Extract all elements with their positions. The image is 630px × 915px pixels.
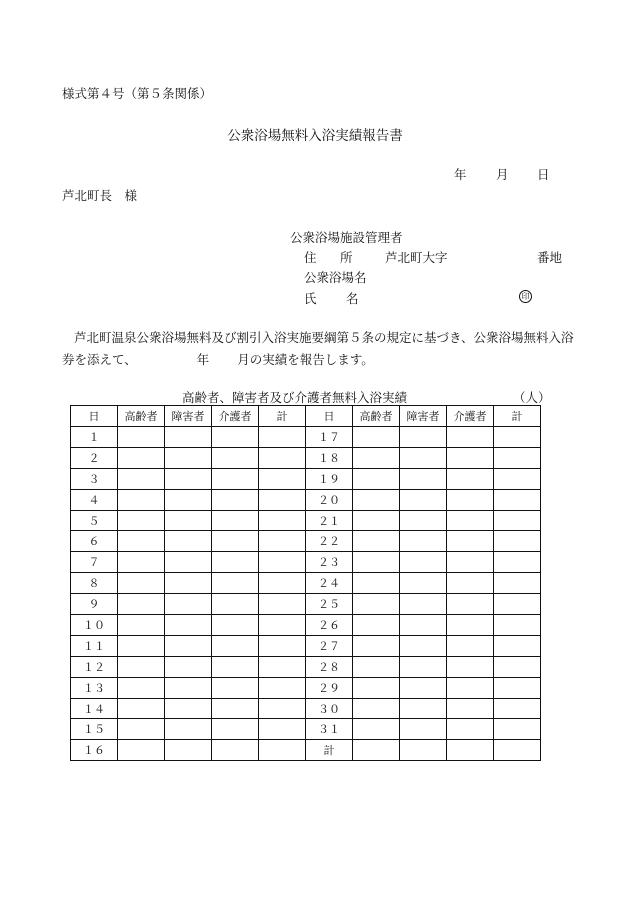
- statement-line-2: 月の実績を報告します。: [237, 352, 374, 367]
- total-count-cell[interactable]: [494, 656, 541, 677]
- total-count-cell[interactable]: [259, 489, 306, 510]
- total-count-cell[interactable]: [259, 552, 306, 573]
- caregiver-count-cell[interactable]: [212, 573, 259, 594]
- disabled-count-cell[interactable]: [400, 656, 447, 677]
- day-cell: １７: [306, 427, 353, 448]
- table-row: [71, 615, 541, 636]
- table-row: [71, 698, 541, 719]
- caregiver-count-cell[interactable]: [212, 510, 259, 531]
- caregiver-count-cell[interactable]: [447, 552, 494, 573]
- day-cell: １: [71, 427, 118, 448]
- elderly-count-cell[interactable]: [353, 573, 400, 594]
- total-count-cell[interactable]: [494, 677, 541, 698]
- caregiver-count-cell[interactable]: [212, 594, 259, 615]
- elderly-count-cell[interactable]: [353, 740, 400, 761]
- addressee: 芦北町長 様: [62, 188, 138, 203]
- caregiver-count-cell[interactable]: [447, 615, 494, 636]
- date-day-label: 日: [537, 167, 550, 182]
- day-cell: ８: [71, 573, 118, 594]
- header-caregiver: 介護者: [212, 406, 259, 427]
- seal-mark: 印: [519, 290, 532, 303]
- name-label-1: 氏: [304, 291, 317, 306]
- elderly-count-cell[interactable]: [353, 656, 400, 677]
- disabled-count-cell[interactable]: [165, 656, 212, 677]
- header-total-2: 計: [494, 406, 541, 427]
- header-elderly: 高齢者: [118, 406, 165, 427]
- disabled-count-cell[interactable]: [400, 510, 447, 531]
- disabled-count-cell[interactable]: [400, 677, 447, 698]
- statement-line-1: 芦北町温泉公衆浴場無料及び割引入浴実施要綱第５条の規定に基づき、公衆浴場無料入浴券を添えて、: [62, 330, 574, 367]
- disabled-count-cell[interactable]: [400, 594, 447, 615]
- total-count-cell[interactable]: [494, 510, 541, 531]
- address-label-1: 住: [304, 250, 317, 265]
- elderly-count-cell[interactable]: [118, 531, 165, 552]
- day-cell: ２３: [306, 552, 353, 573]
- disabled-count-cell[interactable]: [400, 573, 447, 594]
- disabled-count-cell[interactable]: [400, 615, 447, 636]
- day-cell: ２６: [306, 615, 353, 636]
- disabled-count-cell[interactable]: [165, 552, 212, 573]
- table-row: [71, 594, 541, 615]
- elderly-count-cell[interactable]: [353, 531, 400, 552]
- caregiver-count-cell[interactable]: [447, 468, 494, 489]
- table-row: [71, 740, 541, 761]
- table-title: 高齢者、障害者及び介護者無料入浴実績: [182, 390, 408, 405]
- header-caregiver-2: 介護者: [447, 406, 494, 427]
- elderly-count-cell[interactable]: [118, 447, 165, 468]
- caregiver-count-cell[interactable]: [212, 489, 259, 510]
- address-label-2: 所: [340, 250, 353, 265]
- address-prefix: 芦北町大字: [385, 250, 448, 265]
- total-count-cell[interactable]: [259, 740, 306, 761]
- table-row: [71, 427, 541, 448]
- table-row: [71, 489, 541, 510]
- name-label-2: 名: [346, 291, 359, 306]
- total-count-cell[interactable]: [494, 719, 541, 740]
- total-count-cell[interactable]: [259, 698, 306, 719]
- disabled-count-cell[interactable]: [400, 740, 447, 761]
- elderly-count-cell[interactable]: [353, 468, 400, 489]
- day-cell: ２４: [306, 573, 353, 594]
- table-row: [71, 635, 541, 656]
- caregiver-count-cell[interactable]: [212, 615, 259, 636]
- total-count-cell[interactable]: [494, 594, 541, 615]
- caregiver-count-cell[interactable]: [212, 468, 259, 489]
- total-count-cell[interactable]: [259, 531, 306, 552]
- table-row: [71, 510, 541, 531]
- disabled-count-cell[interactable]: [165, 594, 212, 615]
- elderly-count-cell[interactable]: [353, 489, 400, 510]
- disabled-count-cell[interactable]: [165, 677, 212, 698]
- table-row: [71, 531, 541, 552]
- facility-name-label: 公衆浴場名: [304, 270, 367, 285]
- day-cell: ５: [71, 510, 118, 531]
- elderly-count-cell[interactable]: [353, 719, 400, 740]
- disabled-count-cell[interactable]: [400, 552, 447, 573]
- date-year-label: 年: [454, 167, 467, 182]
- caregiver-count-cell[interactable]: [447, 698, 494, 719]
- day-cell: １５: [71, 719, 118, 740]
- day-cell: １０: [71, 615, 118, 636]
- total-count-cell[interactable]: [259, 510, 306, 531]
- caregiver-count-cell[interactable]: [447, 489, 494, 510]
- caregiver-count-cell[interactable]: [447, 531, 494, 552]
- form-number: 様式第４号（第５条関係）: [62, 86, 213, 101]
- header-day-2: 日: [306, 406, 353, 427]
- elderly-count-cell[interactable]: [118, 635, 165, 656]
- elderly-count-cell[interactable]: [118, 594, 165, 615]
- total-count-cell[interactable]: [259, 468, 306, 489]
- total-count-cell[interactable]: [259, 719, 306, 740]
- total-count-cell[interactable]: [494, 740, 541, 761]
- elderly-count-cell[interactable]: [353, 447, 400, 468]
- address-suffix: 番地: [537, 250, 563, 265]
- day-cell: ２１: [306, 510, 353, 531]
- document-title: 公衆浴場無料入浴実績報告書: [227, 128, 403, 144]
- caregiver-count-cell[interactable]: [212, 552, 259, 573]
- day-cell: １６: [71, 740, 118, 761]
- caregiver-count-cell[interactable]: [447, 635, 494, 656]
- table-header-row: [71, 406, 541, 427]
- disabled-count-cell[interactable]: [400, 427, 447, 448]
- total-count-cell[interactable]: [494, 489, 541, 510]
- elderly-count-cell[interactable]: [353, 594, 400, 615]
- header-elderly-2: 高齢者: [353, 406, 400, 427]
- header-day: 日: [71, 406, 118, 427]
- disabled-count-cell[interactable]: [165, 719, 212, 740]
- elderly-count-cell[interactable]: [118, 698, 165, 719]
- caregiver-count-cell[interactable]: [212, 656, 259, 677]
- total-count-cell[interactable]: [494, 573, 541, 594]
- disabled-count-cell[interactable]: [165, 615, 212, 636]
- table-row: [71, 573, 541, 594]
- total-count-cell[interactable]: [494, 447, 541, 468]
- day-cell: １８: [306, 447, 353, 468]
- elderly-count-cell[interactable]: [118, 510, 165, 531]
- day-cell: ２８: [306, 656, 353, 677]
- disabled-count-cell[interactable]: [400, 635, 447, 656]
- caregiver-count-cell[interactable]: [212, 677, 259, 698]
- elderly-count-cell[interactable]: [353, 635, 400, 656]
- disabled-count-cell[interactable]: [400, 719, 447, 740]
- total-count-cell[interactable]: [494, 531, 541, 552]
- total-count-cell[interactable]: [494, 635, 541, 656]
- total-count-cell[interactable]: [494, 615, 541, 636]
- caregiver-count-cell[interactable]: [212, 635, 259, 656]
- table-row: [71, 468, 541, 489]
- day-cell: ９: [71, 594, 118, 615]
- disabled-count-cell[interactable]: [165, 698, 212, 719]
- day-cell: ７: [71, 552, 118, 573]
- manager-title: 公衆浴場施設管理者: [290, 230, 403, 245]
- table-row: [71, 447, 541, 468]
- caregiver-count-cell[interactable]: [447, 594, 494, 615]
- disabled-count-cell[interactable]: [165, 740, 212, 761]
- header-disabled-2: 障害者: [400, 406, 447, 427]
- day-cell: １１: [71, 635, 118, 656]
- total-count-cell[interactable]: [259, 677, 306, 698]
- caregiver-count-cell[interactable]: [212, 719, 259, 740]
- disabled-count-cell[interactable]: [165, 468, 212, 489]
- day-cell: 計: [306, 740, 353, 761]
- table-row: [71, 719, 541, 740]
- total-count-cell[interactable]: [494, 698, 541, 719]
- table-unit: （人）: [513, 390, 551, 405]
- total-count-cell[interactable]: [259, 656, 306, 677]
- elderly-count-cell[interactable]: [353, 552, 400, 573]
- caregiver-count-cell[interactable]: [447, 573, 494, 594]
- total-count-cell[interactable]: [259, 427, 306, 448]
- total-count-cell[interactable]: [494, 552, 541, 573]
- elderly-count-cell[interactable]: [118, 573, 165, 594]
- report-statement: [62, 327, 580, 371]
- date-month-label: 月: [496, 167, 509, 182]
- elderly-count-cell[interactable]: [118, 740, 165, 761]
- caregiver-count-cell[interactable]: [212, 427, 259, 448]
- caregiver-count-cell[interactable]: [212, 698, 259, 719]
- day-cell: １４: [71, 698, 118, 719]
- day-cell: ２０: [306, 489, 353, 510]
- header-disabled: 障害者: [165, 406, 212, 427]
- disabled-count-cell[interactable]: [400, 531, 447, 552]
- day-cell: ３: [71, 468, 118, 489]
- disabled-count-cell[interactable]: [165, 447, 212, 468]
- header-total: 計: [259, 406, 306, 427]
- caregiver-count-cell[interactable]: [447, 427, 494, 448]
- day-cell: ２: [71, 447, 118, 468]
- day-cell: ４: [71, 489, 118, 510]
- elderly-count-cell[interactable]: [118, 427, 165, 448]
- day-cell: ２７: [306, 635, 353, 656]
- elderly-count-cell[interactable]: [353, 698, 400, 719]
- disabled-count-cell[interactable]: [400, 698, 447, 719]
- statement-year-label: 年: [196, 352, 210, 367]
- total-count-cell[interactable]: [259, 635, 306, 656]
- records-table: [70, 405, 541, 761]
- table-row: [71, 552, 541, 573]
- day-cell: １３: [71, 677, 118, 698]
- caregiver-count-cell[interactable]: [447, 656, 494, 677]
- total-count-cell[interactable]: [259, 573, 306, 594]
- elderly-count-cell[interactable]: [118, 468, 165, 489]
- table-row: [71, 677, 541, 698]
- elderly-count-cell[interactable]: [118, 719, 165, 740]
- caregiver-count-cell[interactable]: [212, 447, 259, 468]
- day-cell: ２９: [306, 677, 353, 698]
- elderly-count-cell[interactable]: [118, 552, 165, 573]
- total-count-cell[interactable]: [259, 447, 306, 468]
- caregiver-count-cell[interactable]: [212, 740, 259, 761]
- day-cell: ６: [71, 531, 118, 552]
- caregiver-count-cell[interactable]: [447, 740, 494, 761]
- total-count-cell[interactable]: [259, 594, 306, 615]
- elderly-count-cell[interactable]: [118, 656, 165, 677]
- elderly-count-cell[interactable]: [118, 677, 165, 698]
- table-row: [71, 656, 541, 677]
- day-cell: ２２: [306, 531, 353, 552]
- elderly-count-cell[interactable]: [353, 677, 400, 698]
- disabled-count-cell[interactable]: [165, 635, 212, 656]
- caregiver-count-cell[interactable]: [447, 677, 494, 698]
- elderly-count-cell[interactable]: [118, 615, 165, 636]
- day-cell: ３１: [306, 719, 353, 740]
- day-cell: １９: [306, 468, 353, 489]
- caregiver-count-cell[interactable]: [447, 719, 494, 740]
- disabled-count-cell[interactable]: [165, 489, 212, 510]
- caregiver-count-cell[interactable]: [447, 447, 494, 468]
- disabled-count-cell[interactable]: [165, 573, 212, 594]
- day-cell: １２: [71, 656, 118, 677]
- total-count-cell[interactable]: [494, 427, 541, 448]
- total-count-cell[interactable]: [494, 468, 541, 489]
- elderly-count-cell[interactable]: [353, 427, 400, 448]
- day-cell: ３０: [306, 698, 353, 719]
- elderly-count-cell[interactable]: [353, 510, 400, 531]
- disabled-count-cell[interactable]: [400, 489, 447, 510]
- disabled-count-cell[interactable]: [400, 468, 447, 489]
- disabled-count-cell[interactable]: [165, 427, 212, 448]
- total-count-cell[interactable]: [259, 615, 306, 636]
- caregiver-count-cell[interactable]: [447, 510, 494, 531]
- disabled-count-cell[interactable]: [165, 510, 212, 531]
- caregiver-count-cell[interactable]: [212, 531, 259, 552]
- disabled-count-cell[interactable]: [400, 447, 447, 468]
- day-cell: ２５: [306, 594, 353, 615]
- elderly-count-cell[interactable]: [353, 615, 400, 636]
- elderly-count-cell[interactable]: [118, 489, 165, 510]
- disabled-count-cell[interactable]: [165, 531, 212, 552]
